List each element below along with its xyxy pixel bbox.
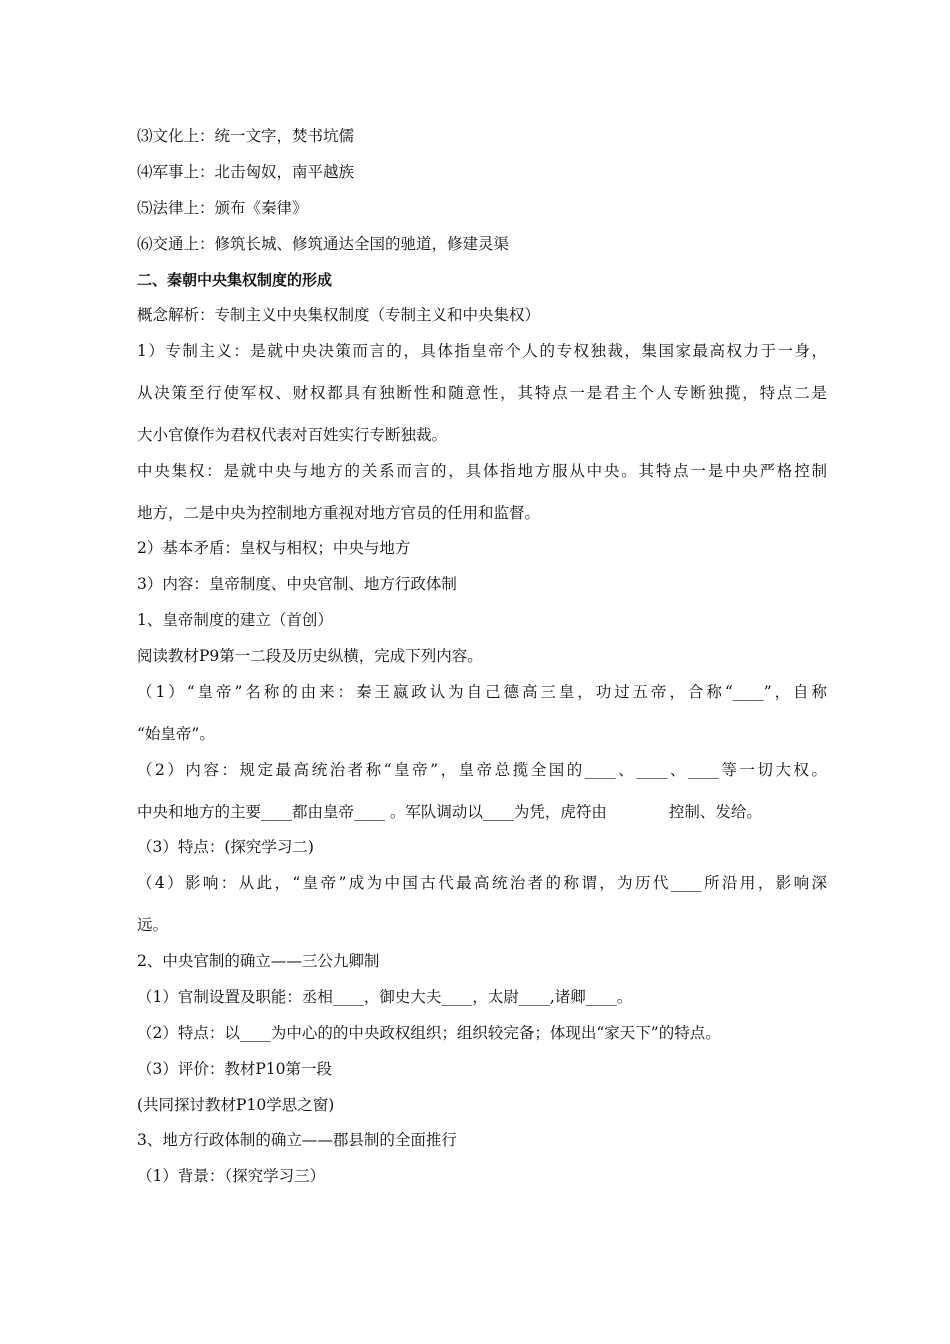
text-line-official-setup: （1）官制设置及职能：丞相____，御史大夫____，太尉____,诸卿____。 [137, 988, 633, 1006]
text-line-culture: ⑶文化上：统一文字，焚书坑儒 [137, 127, 355, 145]
text-line-autocracy-3: 大小官僚作为君权代表对百姓实行专断独裁。 [137, 426, 448, 444]
text-line-emperor-origin-1: （1）“皇帝”名称的由来：秦王嬴政认为自己德高三皇，功过五帝，合称“____”，自称 [137, 683, 827, 701]
text-line-military: ⑷军事上：北击匈奴，南平越族 [137, 163, 355, 181]
section-heading: 二、秦朝中央集权制度的形成 [137, 271, 333, 289]
text-line-centralization-1: 中央集权：是就中央与地方的关系而言的，具体指地方服从中央。其特点一是中央严格控制 [137, 462, 827, 480]
text-line-autocracy-2: 从决策至行使军权、财权都具有独断性和随意性，其特点一是君主个人专断独揽，特点二是 [137, 384, 827, 402]
text-line-emperor-origin-2: “始皇帝”。 [137, 725, 215, 743]
text-line-official-features: （2）特点：以____为中心的的中央政权组织；组织较完备；体现出“家天下”的特点。 [137, 1024, 721, 1042]
text-line-autocracy-1: 1）专制主义：是就中央决策而言的，具体指皇帝个人的专权独裁，集国家最高权力于一身， [137, 342, 827, 360]
text-line-features: （3）特点：(探究学习二) [137, 838, 314, 856]
text-line-reading: 阅读教材P9第一二段及历史纵横，完成下列内容。 [137, 647, 483, 665]
text-line-law: ⑸法律上：颁布《秦律》 [137, 199, 308, 217]
text-line-local-admin: 3、地方行政体制的确立——郡县制的全面推行 [137, 1131, 457, 1149]
text-line-influence-1: （4）影响：从此，“皇帝”成为中国古代最高统治者的称谓，为历代____所沿用，影响深 [137, 874, 827, 892]
text-line-centralization-2: 地方，二是中央为控制地方重视对地方官员的任用和监督。 [137, 504, 541, 522]
text-line-concept: 概念解析：专制主义中央集权制度（专制主义和中央集权） [137, 306, 541, 324]
text-line-evaluation: （3）评价：教材P10第一段 [137, 1060, 333, 1078]
text-line-background: （1）背景：（探究学习三） [137, 1167, 326, 1185]
text-line-content: 3）内容：皇帝制度、中央官制、地方行政体制 [137, 575, 457, 593]
text-line-emperor-content-2: 中央和地方的主要____都由皇帝____ 。军队调动以____为凭，虎符由 控制、发给。 [137, 803, 762, 821]
text-line-transport: ⑹交通上：修筑长城、修筑通达全国的驰道，修建灵渠 [137, 235, 510, 253]
text-line-influence-2: 远。 [137, 916, 169, 934]
text-line-central-officials: 2、中央官制的确立——三公九卿制 [137, 952, 380, 970]
text-line-emperor-content-1: （2）内容：规定最高统治者称“皇帝”，皇帝总揽全国的____、____、____等一切大权。 [137, 761, 827, 779]
text-line-contradiction: 2）基本矛盾：皇权与相权；中央与地方 [137, 539, 411, 557]
text-line-emperor-system: 1、皇帝制度的建立（首创） [137, 611, 333, 629]
text-line-discussion: (共同探讨教材P10学思之窗) [137, 1096, 335, 1114]
